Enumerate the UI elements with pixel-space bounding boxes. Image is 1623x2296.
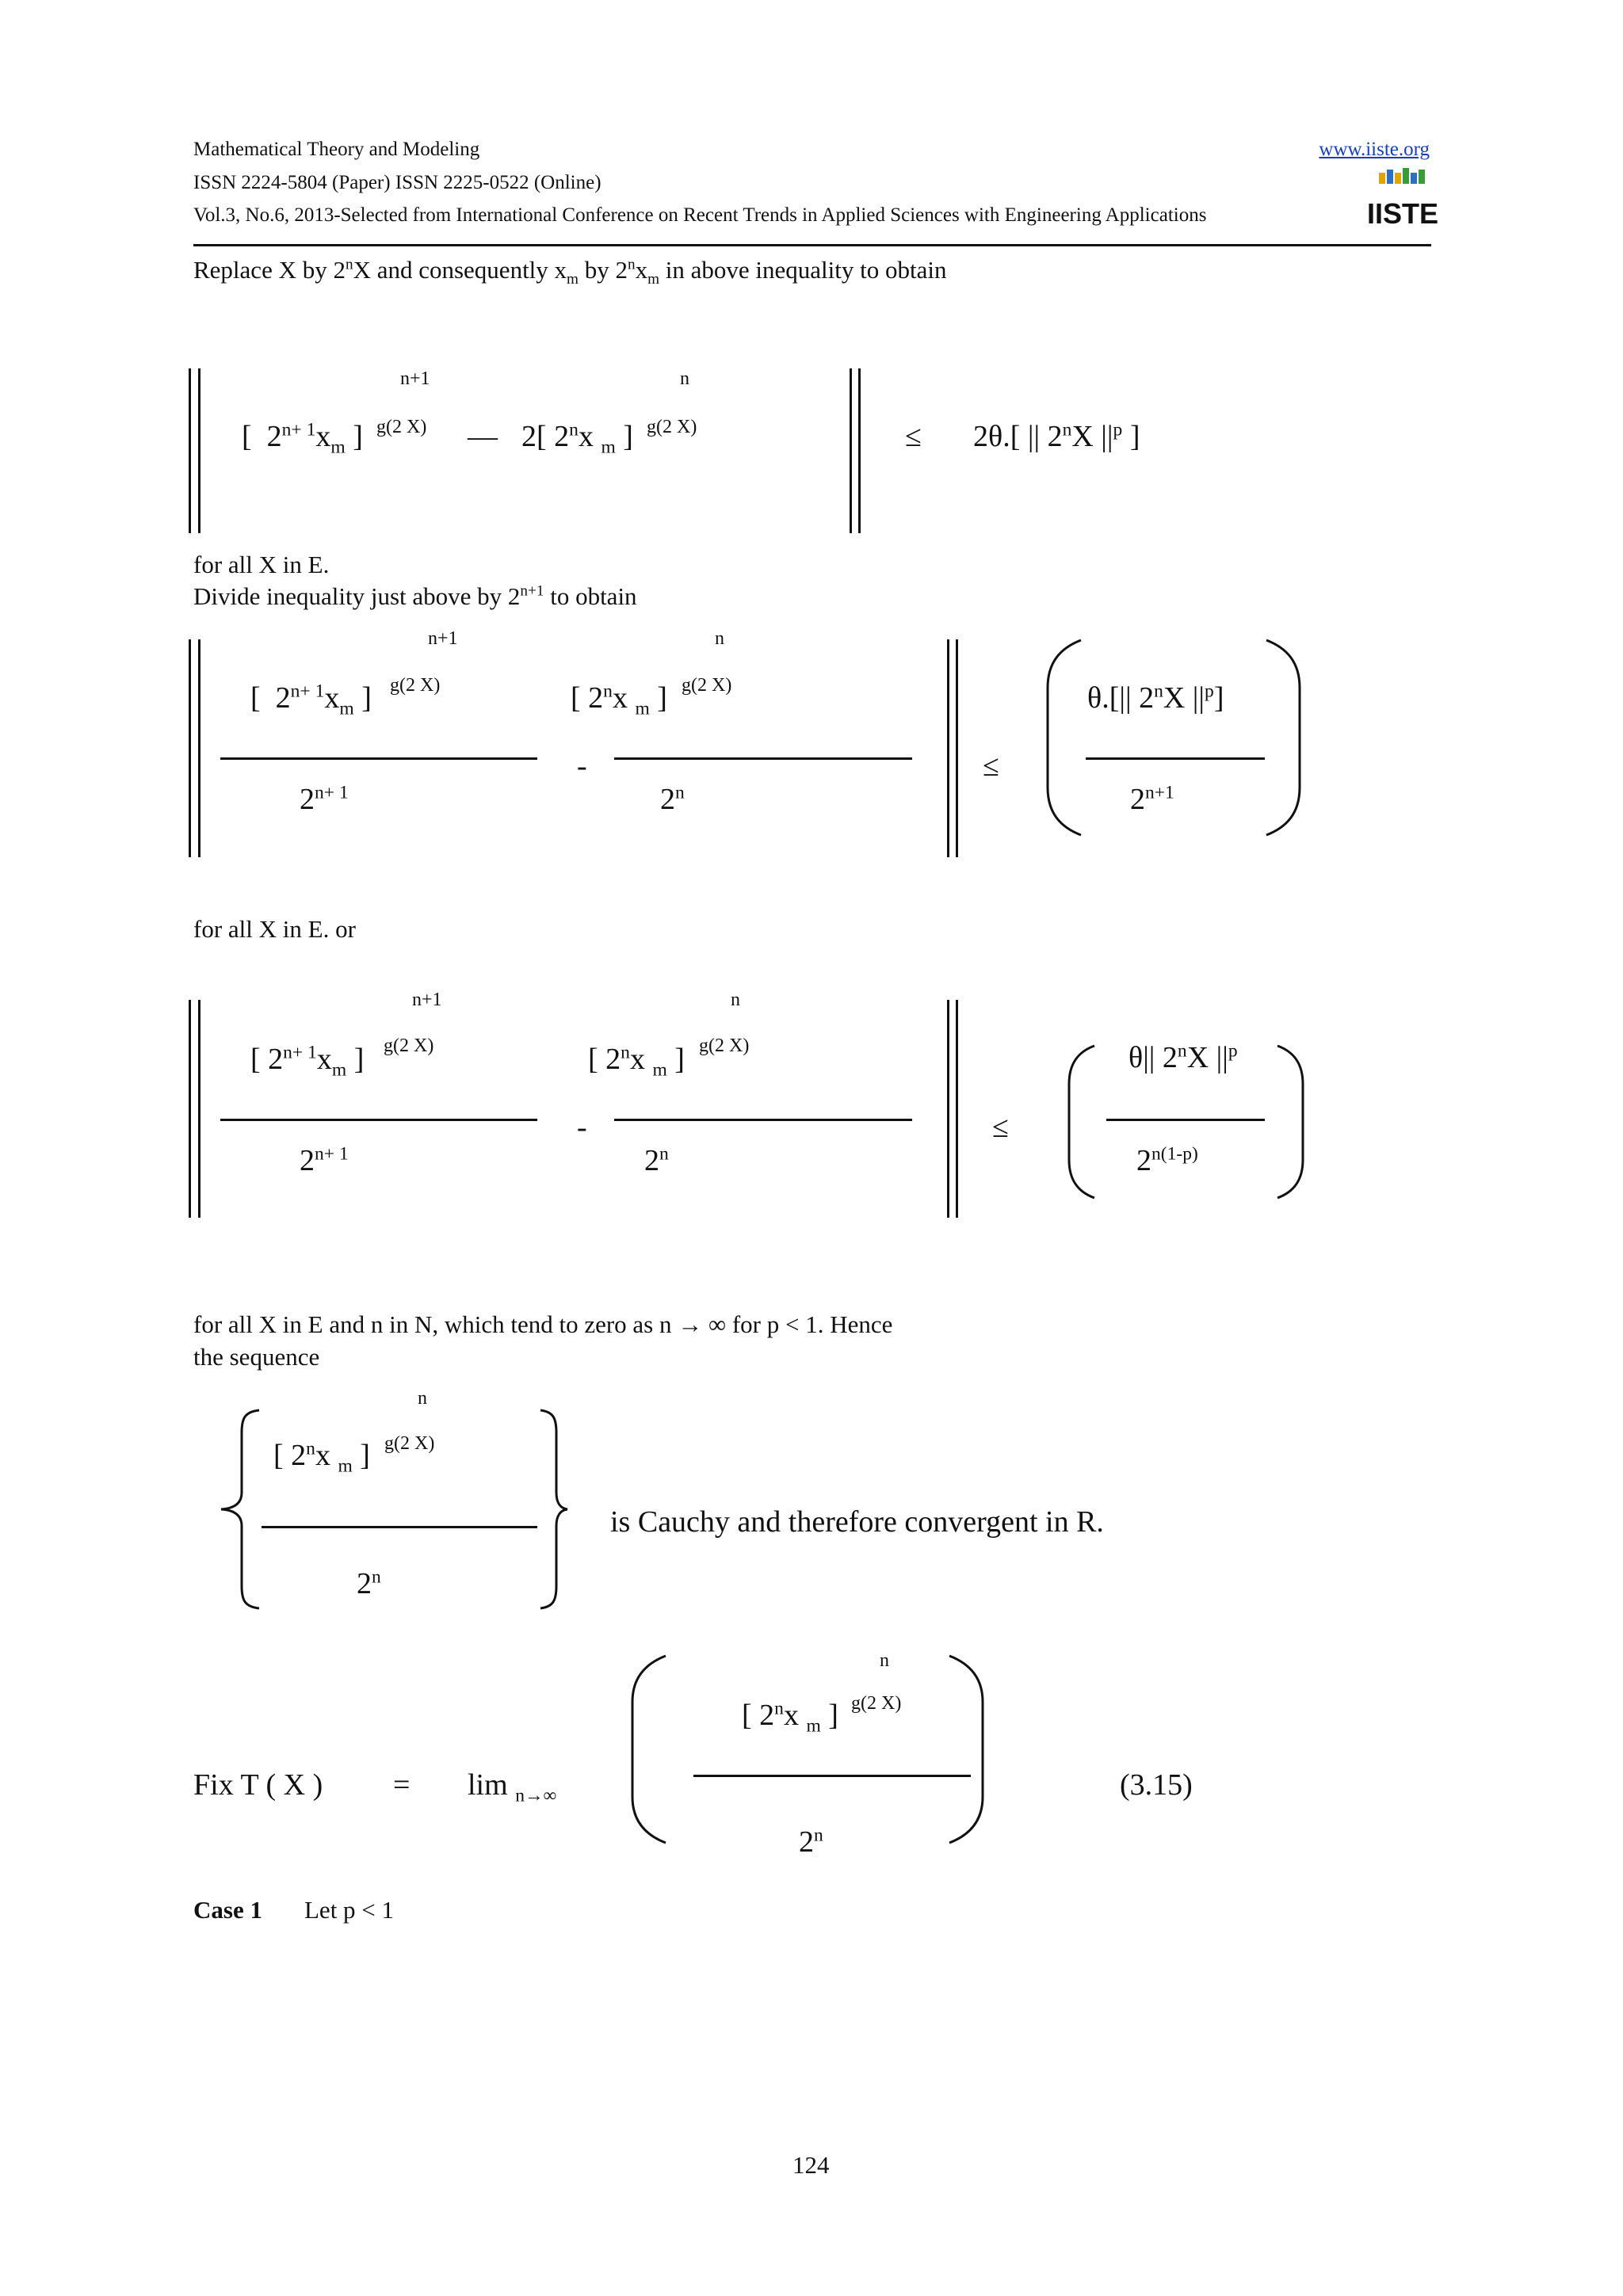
right-paren	[1274, 1044, 1306, 1199]
rhs: 2θ.[ || 2$^n$X $||^p$ ]	[973, 419, 1140, 453]
forall-1: for all X in E.	[193, 551, 330, 578]
exponent-label: n+1	[428, 628, 458, 649]
sequence-numerator: [ 2$^n$x $_m$ ]	[273, 1438, 370, 1477]
norm-bar	[956, 1000, 958, 1218]
fraction-line	[262, 1526, 537, 1528]
norm-bar	[189, 639, 191, 857]
denominator-1: $2^{n+ 1}$	[300, 1143, 349, 1177]
sequence-label: the sequence	[193, 1343, 320, 1371]
right-brace	[539, 1409, 571, 1610]
fix-label: Fix T ( X )	[193, 1768, 323, 1802]
minus-sign: -	[577, 749, 587, 783]
fraction-line	[614, 1119, 912, 1121]
fraction-line	[220, 757, 537, 760]
norm-bar	[850, 368, 852, 533]
page-number: 124	[792, 2151, 830, 2179]
norm-bar	[189, 368, 191, 533]
denominator-1: $2^{n+ 1}$	[300, 782, 349, 816]
exponent-label: g(2 X)	[384, 1433, 435, 1454]
header-rule	[193, 244, 1431, 246]
limit-numerator: [ 2$^n$x $_m$ ]	[742, 1698, 838, 1737]
forall-2: for all X in E. or	[193, 915, 356, 943]
norm-bar	[198, 639, 200, 857]
left-paren	[1066, 1044, 1098, 1199]
term: [ $2^{n+ 1}x_m$ ]	[242, 419, 363, 458]
exponent-label: n	[418, 1388, 427, 1409]
exponent-label: g(2 X)	[376, 417, 427, 437]
journal-title: Mathematical Theory and Modeling	[193, 139, 480, 160]
exponent-label: g(2 X)	[699, 1035, 750, 1056]
term: 2[ 2$^n$x $_m$ ]	[521, 419, 633, 458]
numerator-2: [ 2$^n$x $_m$ ]	[588, 1042, 685, 1081]
rhs-denominator: $2^{n+1}$	[1130, 782, 1174, 816]
fraction-line	[220, 1119, 537, 1121]
numerator-2: [ 2$^n$x $_m$ ]	[571, 681, 667, 719]
exponent-label: n	[715, 628, 724, 649]
norm-bar	[947, 1000, 949, 1218]
numerator-1: [ $2^{n+ 1}x_m$ ]	[250, 1042, 365, 1081]
limit: lim $_{n\to\infty}$	[468, 1768, 557, 1806]
fraction-line	[1086, 757, 1265, 760]
limit-denominator: 2$^n$	[799, 1825, 823, 1859]
forall-3: for all X in E and n in N, which tend to zero as n → ∞ for p < 1. Hence	[193, 1310, 893, 1338]
denominator-2: 2$^n$	[644, 1143, 669, 1177]
minus-sign: —	[468, 420, 498, 453]
exponent-label: g(2 X)	[647, 417, 697, 437]
case-label: Case 1	[193, 1896, 262, 1924]
norm-bar	[198, 368, 200, 533]
leq-sign: ≤	[983, 749, 999, 783]
website-link[interactable]: www.iiste.org	[1319, 139, 1430, 160]
equation-number: (3.15)	[1120, 1768, 1193, 1802]
left-paren	[629, 1654, 669, 1844]
right-paren	[1263, 639, 1303, 837]
exponent-label: g(2 X)	[851, 1693, 902, 1714]
volume-line: Vol.3, No.6, 2013-Selected from International Conference on Recent Trends in Applied Sciences with Engineering Applications	[193, 204, 1207, 226]
issn-line: ISSN 2224-5804 (Paper) ISSN 2225-0522 (Online)	[193, 172, 601, 193]
exponent-label: n	[680, 368, 689, 389]
norm-bar	[956, 639, 958, 857]
fraction-line	[693, 1775, 971, 1777]
exponent-label: n+1	[412, 990, 442, 1010]
logo-text: IISTE	[1366, 197, 1439, 230]
iiste-logo	[1366, 165, 1439, 230]
sequence-denominator: 2$^n$	[357, 1566, 381, 1600]
numerator-1: [ $2^{n+ 1}x_m$ ]	[250, 681, 372, 719]
cauchy-statement: is Cauchy and therefore convergent in R.	[610, 1505, 1104, 1539]
right-paren	[946, 1654, 986, 1844]
rhs-numerator: θ|| 2$^n$X $||^p$	[1128, 1040, 1238, 1074]
norm-bar	[947, 639, 949, 857]
leq-sign: ≤	[992, 1111, 1009, 1144]
exponent-label: n+1	[400, 368, 430, 389]
minus-sign: -	[577, 1111, 587, 1144]
left-brace	[218, 1409, 262, 1610]
norm-bar	[189, 1000, 191, 1218]
exponent-label: n	[880, 1650, 889, 1671]
divide-sentence: Divide inequality just above by $2^{n+1}$ to obtain	[193, 582, 637, 610]
leq-sign: ≤	[905, 420, 922, 453]
fraction-line	[1106, 1119, 1265, 1121]
norm-bar	[198, 1000, 200, 1218]
denominator-2: 2$^n$	[660, 782, 685, 816]
fraction-line	[614, 757, 912, 760]
replace-sentence: Replace X by 2$^n$X and consequently $x_m$ by $2^nx_m$ in above inequality to obtain	[193, 256, 947, 288]
exponent-label: g(2 X)	[390, 675, 441, 696]
norm-bar	[858, 368, 861, 533]
exponent-label: g(2 X)	[384, 1035, 434, 1056]
rhs-denominator: $2^{n(1-p)}$	[1136, 1143, 1198, 1177]
left-paren	[1044, 639, 1084, 837]
case-text: Let p < 1	[304, 1896, 395, 1924]
exponent-label: g(2 X)	[682, 675, 732, 696]
exponent-label: n	[731, 990, 740, 1010]
rhs-numerator: θ.[|| 2$^n$X $||^p$]	[1087, 681, 1224, 715]
equals-sign: =	[393, 1768, 411, 1802]
